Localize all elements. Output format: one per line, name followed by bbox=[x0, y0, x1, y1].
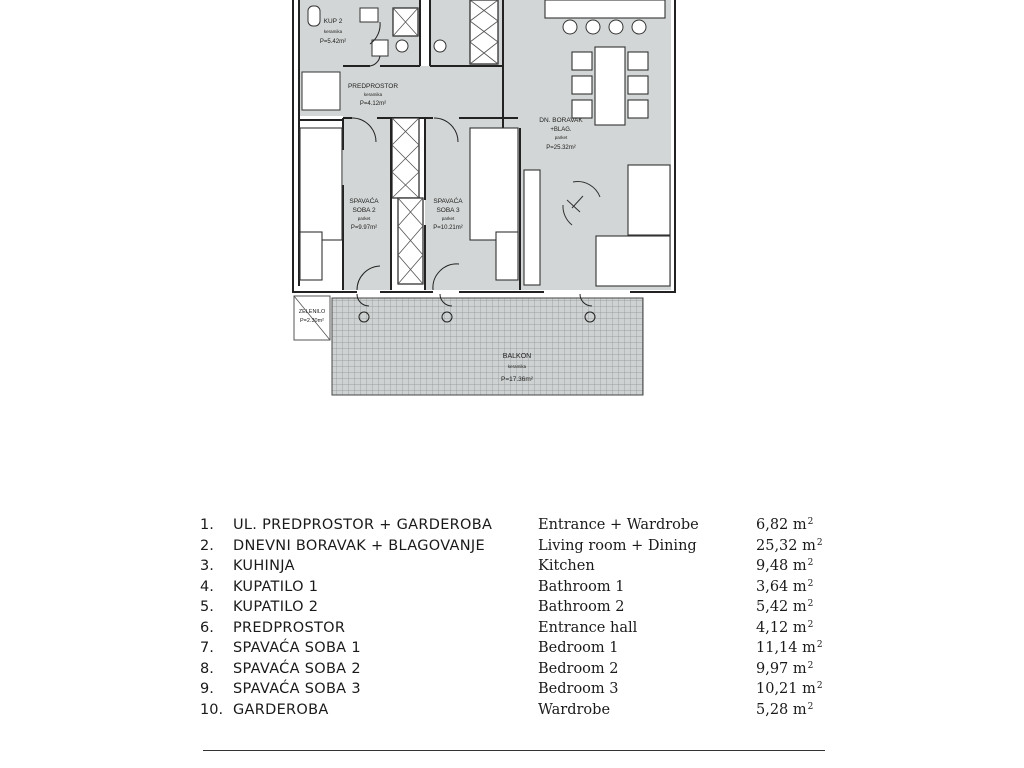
legend-number: 4. bbox=[200, 578, 214, 595]
label-soba2-floor: parket bbox=[357, 216, 371, 221]
legend-number: 6. bbox=[200, 619, 214, 636]
label-zelenilo-area: P=2.30m² bbox=[300, 318, 324, 324]
label-balkon: BALKON bbox=[502, 353, 532, 360]
legend-row bbox=[200, 638, 830, 659]
legend-area: 9,48 $m^2$ bbox=[756, 558, 814, 574]
room-legend bbox=[200, 515, 830, 720]
divider-line bbox=[203, 750, 825, 751]
legend-area: 5,28 $m^2$ bbox=[756, 701, 814, 718]
label-soba2-2: SOBA 2 bbox=[352, 207, 376, 214]
label-soba3-floor: parket bbox=[441, 216, 455, 221]
legend-row bbox=[200, 556, 830, 577]
legend-area: 25,32 $m^2$ bbox=[756, 537, 823, 554]
label-predprostor-area: P=4.12m² bbox=[359, 101, 387, 107]
balcony bbox=[332, 298, 643, 395]
legend-area: 11,14 $m^2$ bbox=[756, 640, 823, 656]
legend-name-hr: PREDPROSTOR bbox=[233, 619, 346, 636]
label-boravak-floor: parket bbox=[554, 135, 568, 140]
label-predprostor: PREDPROSTOR bbox=[347, 83, 399, 90]
label-soba3-1: SPAVAĆA bbox=[433, 198, 463, 205]
legend-number: 1. bbox=[200, 517, 214, 533]
legend-area: 3,64 $m^2$ bbox=[756, 578, 814, 595]
label-predprostor-floor: keramika bbox=[363, 92, 383, 97]
legend-number: 5. bbox=[200, 599, 214, 615]
legend-row bbox=[200, 577, 830, 598]
legend-name-en: Living room + Dining bbox=[538, 537, 697, 554]
legend-name-hr: KUHINJA bbox=[233, 558, 295, 574]
label-kup2-floor: keramika bbox=[323, 29, 343, 34]
legend-name-hr: GARDEROBA bbox=[233, 701, 329, 718]
legend-number: 9. bbox=[200, 681, 214, 697]
legend-area: 9,97 $m^2$ bbox=[756, 660, 814, 677]
legend-name-en: Entrance hall bbox=[538, 619, 638, 636]
legend-area: 10,21 $m^2$ bbox=[756, 681, 823, 697]
legend-row bbox=[200, 700, 830, 721]
label-soba3-area: P=10.21m² bbox=[433, 225, 463, 231]
legend-row bbox=[200, 618, 830, 639]
legend-name-en: Entrance + Wardrobe bbox=[538, 517, 699, 533]
legend-area: 4,12 $m^2$ bbox=[756, 619, 814, 636]
legend-name-hr: KUPATILO 1 bbox=[233, 578, 319, 595]
legend-name-en: Bathroom 2 bbox=[538, 599, 625, 615]
legend-name-hr: SPAVAĆA SOBA 1 bbox=[233, 640, 361, 656]
legend-row bbox=[200, 536, 830, 557]
legend-name-hr: KUPATILO 2 bbox=[233, 599, 319, 615]
legend-name-en: Kitchen bbox=[538, 558, 595, 574]
label-boravak-1: DN. BORAVAK bbox=[539, 117, 583, 124]
legend-number: 7. bbox=[200, 640, 214, 656]
legend-row bbox=[200, 597, 830, 618]
legend-number: 2. bbox=[200, 537, 214, 554]
legend-row bbox=[200, 515, 830, 536]
legend-name-en: Bedroom 3 bbox=[538, 681, 619, 697]
legend-name-hr: SPAVAĆA SOBA 3 bbox=[233, 681, 361, 697]
label-soba3-2: SOBA 3 bbox=[436, 207, 460, 214]
legend-area: 5,42 $m^2$ bbox=[756, 599, 814, 615]
legend-name-en: Bedroom 2 bbox=[538, 660, 619, 677]
legend-number: 8. bbox=[200, 660, 214, 677]
label-soba2-area: P=9.97m² bbox=[350, 225, 378, 231]
legend-name-hr: UL. PREDPROSTOR + GARDEROBA bbox=[233, 517, 493, 533]
label-zelenilo: ZELENILO bbox=[298, 309, 326, 315]
legend-area: 6,82 $m^2$ bbox=[756, 517, 814, 533]
label-soba2-1: SPAVAĆA bbox=[349, 198, 379, 205]
legend-name-hr: DNEVNI BORAVAK + BLAGOVANJE bbox=[233, 537, 485, 554]
legend-row bbox=[200, 679, 830, 700]
label-boravak-area: P=25.32m² bbox=[546, 145, 576, 151]
legend-name-en: Wardrobe bbox=[538, 701, 611, 718]
legend-row bbox=[200, 659, 830, 680]
label-kup2: KUP 2 bbox=[323, 18, 343, 25]
legend-number: 3. bbox=[200, 558, 214, 574]
label-balkon-floor: keramika bbox=[507, 364, 527, 369]
label-balkon-area: P=17.36m² bbox=[501, 376, 533, 383]
legend-name-en: Bedroom 1 bbox=[538, 640, 619, 656]
label-kup2-area: P=5.42m² bbox=[319, 39, 347, 45]
legend-number: 10. bbox=[200, 701, 224, 718]
legend-name-en: Bathroom 1 bbox=[538, 578, 625, 595]
legend-name-hr: SPAVAĆA SOBA 2 bbox=[233, 660, 361, 677]
label-boravak-2: +BLAG. bbox=[550, 127, 572, 133]
